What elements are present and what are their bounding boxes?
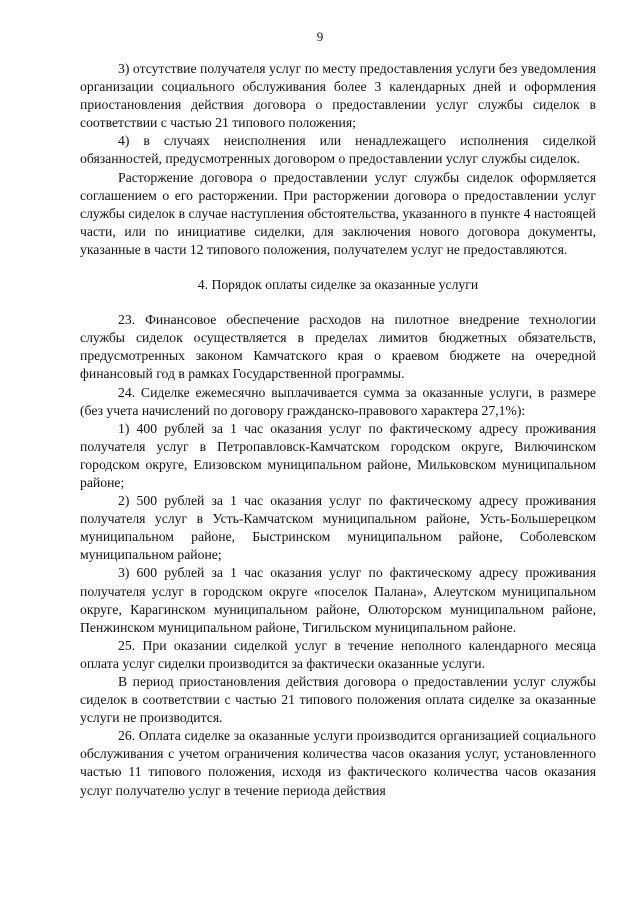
paragraph-25: 25. При оказании сиделкой услуг в течение неполного календарного месяца оплата услуг сиделки производится за фактически оказанные услуги. xyxy=(80,637,596,671)
paragraph-24-item-2: 2) 500 рублей за 1 час оказания услуг по фактическому адресу проживания получателя услуг в Усть-Камчатском муниципальном районе, Усть-Большерецком муниципальном районе, Быстринском муниципальном районе, Соболевском муниципальном районе; xyxy=(80,493,596,563)
document-body xyxy=(80,60,596,800)
paragraph-24-item-3: 3) 600 рублей за 1 час оказания услуг по фактическому адресу проживания получателя услуг в городском округе «поселок Палана», Алеутском муниципальном округе, Карагинском муниципальном районе, Олюторском муниципальном районе, Пенжинском муниципальном районе, Тигильском муниципальном районе. xyxy=(80,565,596,635)
paragraph-26: 26. Оплата сиделке за оказанные услуги производится организацией социального обслуживания с учетом ограничения количества часов оказания услуг, установленного частью 11 типового положения, исходя из фактического количества часов оказания услуг получателю услуг в течение периода действия xyxy=(80,728,596,798)
section-heading: 4. Порядок оплаты сиделке за оказанные услуги xyxy=(197,277,479,293)
paragraph-item-4: 4) в случаях неисполнения или ненадлежащего исполнения сиделкой обязанностей, предусмотренных договором о предоставлении услуг службы сиделок. xyxy=(80,133,596,167)
page-number: 9 xyxy=(316,29,324,44)
paragraph-23: 23. Финансовое обеспечение расходов на пилотное внедрение технологии службы сиделок осуществляется в пределах лимитов бюджетных обязательств, предусмотренных законом Камчатского края о краевом бюджете на очередной финансовый год в рамках Государственной программы. xyxy=(80,312,596,382)
paragraph-suspension: В период приостановления действия договора о предоставлении услуг службы сиделок в соответствии с частью 21 типового положения оплата сиделке за оказанные услуги не производится. xyxy=(80,674,596,726)
paragraph-24: 24. Сиделке ежемесячно выплачивается сумма за оказанные услуги, в размере (без учета начислений по договору гражданско-правового характера 27,1%): xyxy=(80,384,596,418)
paragraph-termination: Расторжение договора о предоставлении услуг службы сиделок оформляется соглашением о его расторжении. При расторжении договора о предоставлении услуг службы сиделок в случае наступления обстоятельства, указанного в пункте 4 настоящей части, или по инициативе сиделки, для заключения нового договора документы, указанные в части 12 типового положения, получателем услуг не предоставляются. xyxy=(80,169,596,257)
paragraph-24-item-1: 1) 400 рублей за 1 час оказания услуг по фактическому адресу проживания получателя услуг в Петропавловск-Камчатском городском округе, Вилючинском городском округе, Елизовском муниципальном районе, Мильковском муниципальном районе; xyxy=(80,420,596,490)
paragraph-item-3: 3) отсутствие получателя услуг по месту предоставления услуги без уведомления организации социального обслуживания более 3 календарных дней и оформления приостановления действия договора о предоставлении услуг службы сиделок в соответствии с частью 21 типового положения; xyxy=(80,61,596,131)
